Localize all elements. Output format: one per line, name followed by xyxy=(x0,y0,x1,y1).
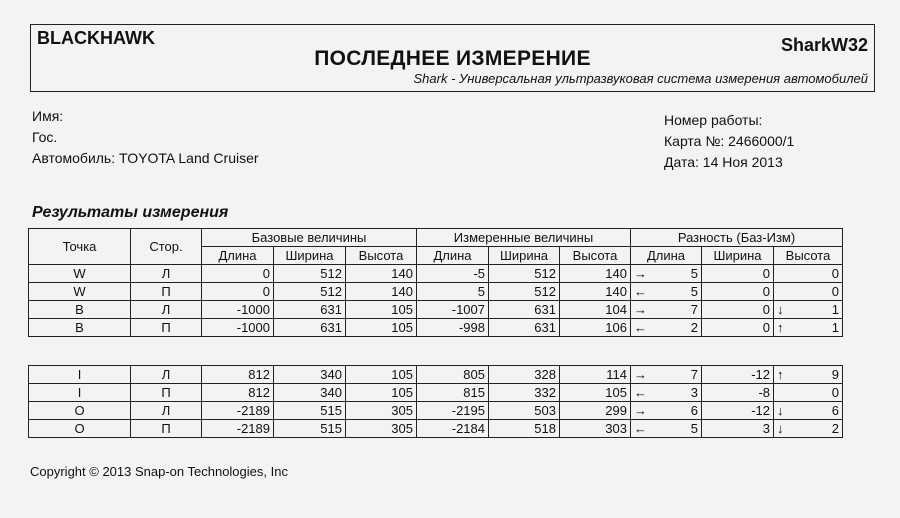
base-length-cell xyxy=(202,319,274,337)
measured-height-cell xyxy=(560,319,631,337)
base-height-cell xyxy=(346,265,417,283)
header-measured-width: Ширина xyxy=(489,247,560,265)
cell-value: 515 xyxy=(320,421,342,436)
cell-value: 518 xyxy=(534,421,556,436)
direction-arrow-icon: ↓ xyxy=(777,421,784,436)
base-width-cell xyxy=(274,319,346,337)
point-cell xyxy=(29,283,131,301)
header-diff-length: Длина xyxy=(631,247,702,265)
table-row xyxy=(29,265,843,283)
base-width-cell xyxy=(274,402,346,420)
cell-value: 0 xyxy=(831,266,839,281)
brand-name: BLACKHAWK xyxy=(37,28,155,48)
cell-value: 7 xyxy=(690,302,698,317)
base-width-cell xyxy=(274,301,346,319)
cell-value: 2 xyxy=(831,421,839,436)
cell-value: 812 xyxy=(248,385,270,400)
cell-value: -2189 xyxy=(236,403,270,418)
side-cell xyxy=(131,384,202,402)
header-base-length: Длина xyxy=(202,247,274,265)
cell-value: W xyxy=(73,266,86,281)
cell-value: -1007 xyxy=(451,302,485,317)
point-cell xyxy=(29,366,131,384)
cell-value: 0 xyxy=(762,320,770,335)
table-row xyxy=(29,420,843,438)
cell-value: I xyxy=(77,385,82,400)
report-header xyxy=(30,24,875,92)
direction-arrow-icon: ↑ xyxy=(777,367,784,382)
diff-width-cell xyxy=(702,301,774,319)
cell-value: 340 xyxy=(320,367,342,382)
table-row xyxy=(29,384,843,402)
diff-height-cell xyxy=(774,384,843,402)
measured-width-cell xyxy=(489,319,560,337)
measurement-table-lower xyxy=(28,365,843,438)
measured-width-cell xyxy=(489,402,560,420)
cell-value: I xyxy=(77,367,82,382)
direction-arrow-icon: ← xyxy=(634,320,647,335)
base-length-cell xyxy=(202,366,274,384)
cell-value: 106 xyxy=(605,320,627,335)
cell-value: 0 xyxy=(262,266,270,281)
direction-arrow-icon: ↓ xyxy=(777,302,784,317)
cell-value: -5 xyxy=(473,266,485,281)
diff-width-cell xyxy=(702,384,774,402)
customer-info xyxy=(32,106,259,169)
point-cell xyxy=(29,420,131,438)
direction-arrow-icon: ← xyxy=(634,421,647,436)
direction-arrow-icon: → xyxy=(634,302,647,317)
cell-value: -2189 xyxy=(236,421,270,436)
cell-value: П xyxy=(161,320,171,335)
measured-length-cell xyxy=(417,402,489,420)
measured-length-cell xyxy=(417,301,489,319)
point-cell xyxy=(29,402,131,420)
cell-value: 5 xyxy=(690,284,698,299)
direction-arrow-icon: → xyxy=(634,367,647,382)
side-cell xyxy=(131,319,202,337)
cell-value: -1000 xyxy=(236,320,270,335)
cell-value: B xyxy=(75,302,84,317)
cell-value: 7 xyxy=(690,367,698,382)
diff-length-cell xyxy=(631,265,702,283)
point-cell xyxy=(29,301,131,319)
base-length-cell xyxy=(202,384,274,402)
measured-height-cell xyxy=(560,265,631,283)
side-cell xyxy=(131,420,202,438)
cell-value: 512 xyxy=(534,266,556,281)
cell-value: 0 xyxy=(831,284,839,299)
diff-height-cell xyxy=(774,319,843,337)
cell-value: 0 xyxy=(762,302,770,317)
diff-length-cell xyxy=(631,283,702,301)
subtitle-text: - Универсальная ультразвуковая система измерения автомобилей xyxy=(447,71,868,86)
cell-value: 140 xyxy=(391,284,413,299)
table-row xyxy=(29,283,843,301)
cell-value: -1000 xyxy=(236,302,270,317)
base-width-cell xyxy=(274,265,346,283)
header-measured: Измеренные величины xyxy=(417,229,631,247)
name-field: Имя: xyxy=(32,108,64,124)
cell-value: 105 xyxy=(391,367,413,382)
cell-value: 114 xyxy=(606,367,627,382)
direction-arrow-icon: ← xyxy=(634,284,647,299)
diff-height-cell xyxy=(774,265,843,283)
side-cell xyxy=(131,366,202,384)
cell-value: -8 xyxy=(758,385,770,400)
cell-value: 5 xyxy=(477,284,485,299)
table-body-lower xyxy=(29,366,843,438)
point-cell xyxy=(29,384,131,402)
base-height-cell xyxy=(346,301,417,319)
cell-value: 6 xyxy=(831,403,839,418)
cell-value: O xyxy=(74,421,85,436)
cell-value: Л xyxy=(161,367,171,382)
diff-width-cell xyxy=(702,420,774,438)
subtitle-brand: Shark xyxy=(413,71,448,86)
cell-value: -12 xyxy=(751,403,770,418)
job-info xyxy=(664,110,794,173)
diff-width-cell xyxy=(702,402,774,420)
cell-value: 3 xyxy=(690,385,698,400)
base-height-cell xyxy=(346,384,417,402)
measurement-table xyxy=(28,228,843,337)
header-diff-height: Высота xyxy=(774,247,843,265)
cell-value: 303 xyxy=(605,421,627,436)
report-title: ПОСЛЕДНЕЕ ИЗМЕРЕНИЕ xyxy=(314,47,591,70)
cell-value: 812 xyxy=(248,367,270,382)
measured-length-cell xyxy=(417,319,489,337)
cell-value: -12 xyxy=(751,367,770,382)
cell-value: 0 xyxy=(762,284,770,299)
cell-value: 0 xyxy=(831,385,839,400)
cell-value: П xyxy=(161,284,171,299)
table-row xyxy=(29,366,843,384)
cell-value: Л xyxy=(161,266,171,281)
header-base-height: Высота xyxy=(346,247,417,265)
cell-value: 140 xyxy=(605,266,627,281)
cell-value: 805 xyxy=(463,367,485,382)
base-length-cell xyxy=(202,283,274,301)
base-length-cell xyxy=(202,420,274,438)
side-cell xyxy=(131,265,202,283)
cell-value: 515 xyxy=(320,403,342,418)
base-height-cell xyxy=(346,420,417,438)
plate-field: Гос. xyxy=(32,129,58,145)
copyright-notice: Copyright © 2013 Snap-on Technologies, Inc xyxy=(30,464,288,479)
header-point: Точка xyxy=(29,229,131,265)
header-measured-height: Высота xyxy=(560,247,631,265)
cell-value: 105 xyxy=(605,385,627,400)
section-title: Результаты измерения xyxy=(32,204,229,221)
cell-value: 631 xyxy=(320,320,342,335)
base-height-cell xyxy=(346,402,417,420)
measured-height-cell xyxy=(560,301,631,319)
diff-height-cell xyxy=(774,402,843,420)
job-number-field: Номер работы: xyxy=(664,112,763,128)
header-base: Базовые величины xyxy=(202,229,417,247)
measured-width-cell xyxy=(489,265,560,283)
cell-value: 631 xyxy=(534,302,556,317)
cell-value: П xyxy=(161,385,171,400)
measured-width-cell xyxy=(489,283,560,301)
measured-length-cell xyxy=(417,283,489,301)
base-width-cell xyxy=(274,283,346,301)
point-cell xyxy=(29,265,131,283)
base-height-cell xyxy=(346,366,417,384)
date-field: Дата: 14 Ноя 2013 xyxy=(664,154,783,170)
header-diff: Разность (Баз-Изм) xyxy=(631,229,843,247)
cell-value: 140 xyxy=(391,266,413,281)
cell-value: 5 xyxy=(690,266,698,281)
measured-length-cell xyxy=(417,384,489,402)
diff-length-cell xyxy=(631,402,702,420)
table-row xyxy=(29,319,843,337)
cell-value: 1 xyxy=(831,302,839,317)
cell-value: O xyxy=(74,403,85,418)
point-cell xyxy=(29,319,131,337)
side-cell xyxy=(131,301,202,319)
diff-width-cell xyxy=(702,319,774,337)
base-height-cell xyxy=(346,319,417,337)
base-width-cell xyxy=(274,420,346,438)
cell-value: 340 xyxy=(320,385,342,400)
direction-arrow-icon: ↓ xyxy=(777,403,784,418)
vehicle-field: Автомобиль: TOYOTA Land Cruiser xyxy=(32,150,259,166)
cell-value: 9 xyxy=(831,367,839,382)
cell-value: 0 xyxy=(262,284,270,299)
cell-value: B xyxy=(75,320,84,335)
cell-value: 104 xyxy=(605,302,627,317)
diff-width-cell xyxy=(702,265,774,283)
cell-value: 299 xyxy=(605,403,627,418)
base-width-cell xyxy=(274,366,346,384)
header-diff-width: Ширина xyxy=(702,247,774,265)
base-height-cell xyxy=(346,283,417,301)
measured-width-cell xyxy=(489,301,560,319)
base-length-cell xyxy=(202,265,274,283)
header-measured-length: Длина xyxy=(417,247,489,265)
direction-arrow-icon: → xyxy=(634,266,647,281)
cell-value: 2 xyxy=(690,320,698,335)
cell-value: 512 xyxy=(320,284,342,299)
system-model: SharkW32 xyxy=(780,35,868,55)
base-length-cell xyxy=(202,301,274,319)
measured-width-cell xyxy=(489,366,560,384)
cell-value: 512 xyxy=(534,284,556,299)
diff-height-cell xyxy=(774,283,843,301)
diff-height-cell xyxy=(774,420,843,438)
header-side: Стор. xyxy=(131,229,202,265)
cell-value: 5 xyxy=(690,421,698,436)
cell-value: W xyxy=(73,284,86,299)
table-body-upper xyxy=(29,265,843,337)
diff-length-cell xyxy=(631,366,702,384)
measured-width-cell xyxy=(489,384,560,402)
table-row xyxy=(29,301,843,319)
header-base-width: Ширина xyxy=(274,247,346,265)
diff-length-cell xyxy=(631,420,702,438)
measured-length-cell xyxy=(417,420,489,438)
cell-value: 305 xyxy=(391,403,413,418)
cell-value: 332 xyxy=(534,385,556,400)
diff-length-cell xyxy=(631,301,702,319)
direction-arrow-icon: → xyxy=(634,403,647,418)
cell-value: 328 xyxy=(534,367,556,382)
diff-length-cell xyxy=(631,319,702,337)
cell-value: 631 xyxy=(534,320,556,335)
cell-value: Л xyxy=(161,403,171,418)
cell-value: 305 xyxy=(391,421,413,436)
measured-height-cell xyxy=(560,283,631,301)
measured-height-cell xyxy=(560,420,631,438)
measured-height-cell xyxy=(560,384,631,402)
cell-value: 631 xyxy=(320,302,342,317)
cell-value: 140 xyxy=(605,284,627,299)
measured-length-cell xyxy=(417,265,489,283)
measured-height-cell xyxy=(560,402,631,420)
direction-arrow-icon: ↑ xyxy=(777,320,784,335)
cell-value: 105 xyxy=(391,385,413,400)
base-length-cell xyxy=(202,402,274,420)
cell-value: -998 xyxy=(458,320,485,335)
diff-width-cell xyxy=(702,283,774,301)
report-subtitle xyxy=(414,71,868,86)
side-cell xyxy=(131,402,202,420)
direction-arrow-icon: ← xyxy=(634,385,647,400)
cell-value: -2195 xyxy=(451,403,485,418)
cell-value: 0 xyxy=(762,266,770,281)
cell-value: Л xyxy=(161,302,171,317)
base-width-cell xyxy=(274,384,346,402)
diff-height-cell xyxy=(774,366,843,384)
cell-value: 105 xyxy=(391,320,413,335)
cell-value: 105 xyxy=(391,302,413,317)
cell-value: 815 xyxy=(463,385,485,400)
measured-width-cell xyxy=(489,420,560,438)
measured-height-cell xyxy=(560,366,631,384)
side-cell xyxy=(131,283,202,301)
cell-value: 6 xyxy=(690,403,698,418)
cell-value: -2184 xyxy=(451,421,485,436)
cell-value: 3 xyxy=(762,421,770,436)
card-number-field: Карта №: 2466000/1 xyxy=(664,133,795,149)
diff-width-cell xyxy=(702,366,774,384)
cell-value: 1 xyxy=(831,320,839,335)
cell-value: П xyxy=(161,421,171,436)
diff-height-cell xyxy=(774,301,843,319)
cell-value: 512 xyxy=(320,266,342,281)
measured-length-cell xyxy=(417,366,489,384)
diff-length-cell xyxy=(631,384,702,402)
table-row xyxy=(29,402,843,420)
cell-value: 503 xyxy=(534,403,556,418)
